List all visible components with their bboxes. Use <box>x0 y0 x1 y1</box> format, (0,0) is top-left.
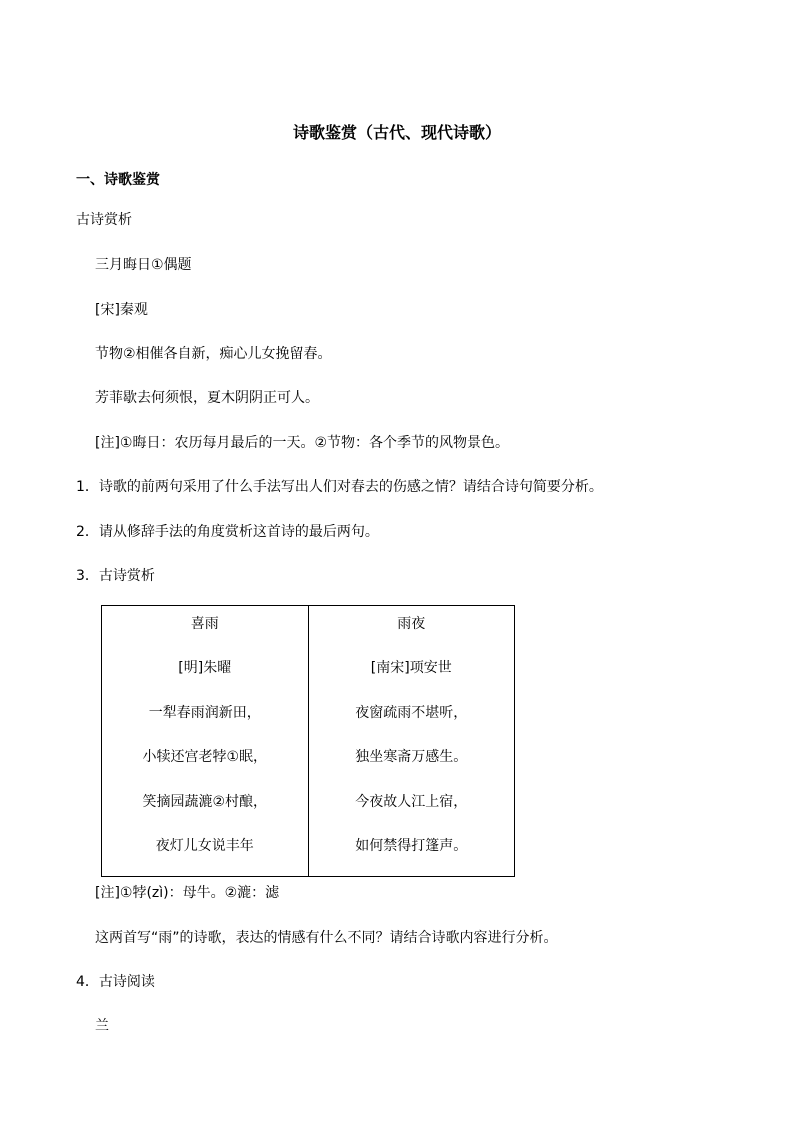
question-number: 2． <box>76 524 99 540</box>
page-title: 诗歌鉴赏（古代、现代诗歌） <box>292 123 501 142</box>
question-4 <box>76 973 155 991</box>
poem-title: 雨夜 <box>397 616 426 632</box>
question-number: 4． <box>76 974 99 990</box>
question-1 <box>76 478 603 496</box>
poem-cell-left <box>102 606 309 877</box>
poem-line: 独坐寒斋万感生。 <box>355 749 468 765</box>
question-text: 诗歌的前两句采用了什么手法写出人们对春去的伤感之情？请结合诗句简要分析。 <box>98 479 603 495</box>
poem-note: [注]①晦日：农历每月最后的一天。②节物：各个季节的风物景色。 <box>95 435 510 451</box>
poem-line: 一犁春雨润新田， <box>148 704 261 721</box>
poem-author: [明]朱曜 <box>178 660 232 676</box>
question-prompt: 这两首写“雨”的诗歌，表达的情感有什么不同？请结合诗歌内容进行分析。 <box>95 930 558 946</box>
poem-line: 小犊还宫老㹀①眠， <box>142 749 268 765</box>
poem-line: 如何禁得打篷声。 <box>355 838 468 854</box>
poem-line: 笑摘园蔬漉②村酿， <box>142 793 268 810</box>
poem-line: 芳菲歇去何须恨，夏木阴阴正可人。 <box>95 390 319 406</box>
poem-note: [注]①㹀(zì)：母牛。②漉：滤 <box>95 885 280 901</box>
question-number: 3． <box>76 568 99 584</box>
poem-line: 节物②相催各自新，痴心儿女挽留春。 <box>95 346 332 362</box>
question-number: 1． <box>76 479 99 495</box>
question-text: 请从修辞手法的角度赏析这首诗的最后两句。 <box>98 524 379 540</box>
section-heading: 一、诗歌鉴赏 <box>76 172 160 188</box>
poem-author: [宋]秦观 <box>95 302 148 318</box>
question-2 <box>76 523 379 541</box>
poem-cell-right <box>308 606 515 877</box>
poem-line: 夜灯儿女说丰年 <box>155 838 254 854</box>
question-3 <box>76 567 155 585</box>
poem-line: 夜窗疏雨不堪听， <box>355 704 468 721</box>
question-text: 古诗阅读 <box>98 974 155 990</box>
question-text: 古诗赏析 <box>98 568 155 584</box>
poem-line: 今夜故人江上宿， <box>355 793 468 810</box>
poem-comparison-table <box>101 605 515 877</box>
poem-title: 三月晦日①偶题 <box>95 257 192 273</box>
poem-title: 喜雨 <box>190 616 219 632</box>
poem-author: [南宋]项安世 <box>370 660 452 676</box>
section-label: 古诗赏析 <box>76 212 132 228</box>
poem-title-partial: 兰 <box>95 1018 109 1034</box>
